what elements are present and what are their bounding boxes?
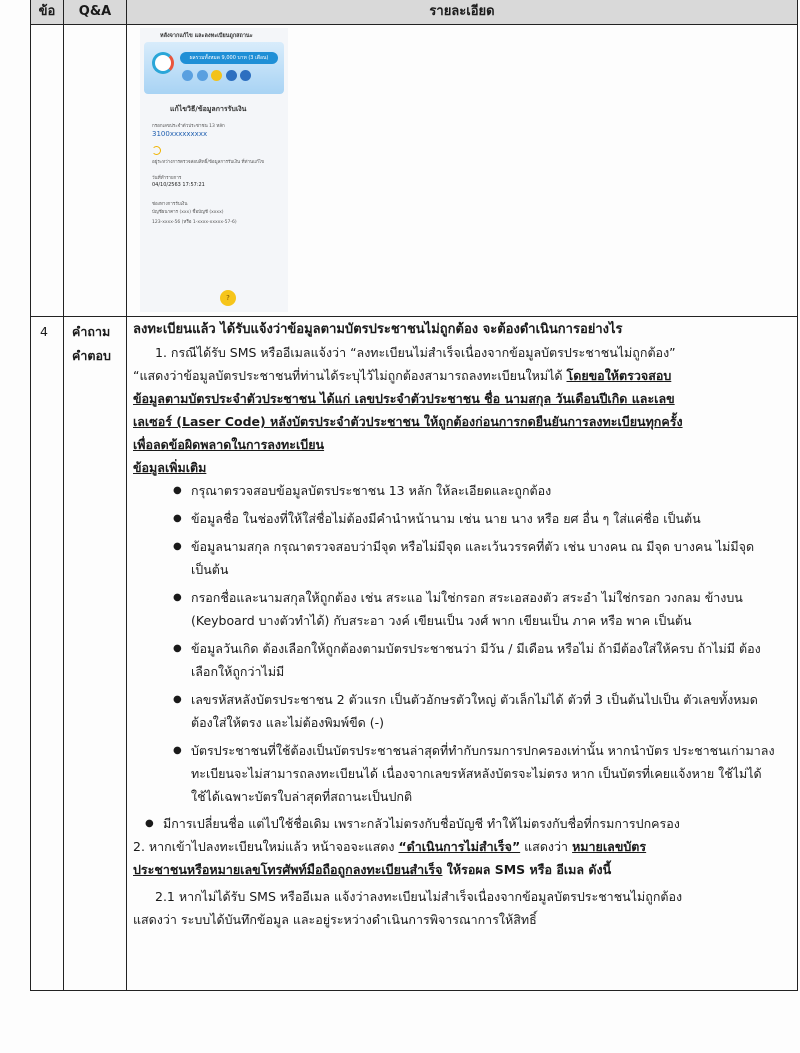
list-item: ● เลขรหัสหลังบัตรประชาชน 2 ตัวแรก เป็นตัวอักษรตัวใหญ่ ตัวเล็กไม่ได้ ตัวที่ 3 เป็นต้นไปเป็น ตัวเลขทั้งหมด ต้องใส่ให้ตรง และไม่ต้องพิมพ์ขีด (-) xyxy=(173,688,783,734)
date-label: วันที่ทำรายการ xyxy=(152,176,182,181)
status-circle-icon xyxy=(226,70,237,81)
p2-emphasis: หมายเลขบัตร xyxy=(572,839,647,854)
status-circle-icon xyxy=(240,70,251,81)
paragraph-1c: ข้อมูลตามบัตรประจำตัวประชาชน ได้แก่ เลขประจำตัวประชาชน ชื่อ นามสกุล วันเดือนปีเกิด และเลข xyxy=(133,391,675,406)
embed-title: หลังจากแก้ไข และลงทะเบียนถูกสถานะ xyxy=(160,33,253,39)
paragraph-2 xyxy=(133,835,783,858)
paragraph-1e: เพื่อลดข้อผิดพลาดในการลงทะเบียน xyxy=(133,437,325,452)
p1-text: “แสดงว่าข้อมูลบัตรประชาชนที่ท่านได้ระบุไว้ไม่ถูกต้องสามารถลงทะเบียนใหม่ได้ xyxy=(133,368,567,383)
account-value: บัญชีธนาคาร (xxx) ชื่อบัญชี (xxxx) xyxy=(152,210,224,215)
column-divider xyxy=(63,0,64,990)
list-item: ● มีการเปลี่ยนชื่อ แต่ไปใช้ชื่อเดิม เพราะกลัวไม่ตรงกับชื่อบัญชี ทำให้ไม่ตรงกับชื่อที่กรมการปกครอง xyxy=(145,812,783,835)
id-label: กรอกเลขประจำตัวประชาชน 13 หลัก xyxy=(152,124,225,129)
question-label: คำถาม xyxy=(72,324,111,339)
status-circle-icon xyxy=(182,70,193,81)
more-info-title: ข้อมูลเพิ่มเติม xyxy=(133,460,207,475)
list-item: ● กรุณาตรวจสอบข้อมูลบัตรประชาชน 13 หลัก ให้ละเอียดและถูกต้อง xyxy=(173,479,783,502)
phone-value: 123-xxxx-56 (หรือ 1-xxxx-xxxxx-57-6) xyxy=(152,220,237,225)
answer-label: คำตอบ xyxy=(72,348,111,363)
p2-text: แสดงว่า xyxy=(520,839,573,854)
row-number: 4 xyxy=(40,324,48,339)
list-item: ● ข้อมูลนามสกุล กรุณาตรวจสอบว่ามีจุด หรือไม่มีจุด และเว้นวรรคที่ตัว เช่น บางคน ณ มีจุด บางคน ไม่มีจุด เป็นต้น xyxy=(173,535,783,581)
embed-amount: ผลรวมทั้งหมด 9,000 บาท (3 เดือน) xyxy=(180,52,278,64)
header-no: ข้อ xyxy=(31,0,63,24)
paragraph-2b xyxy=(133,858,783,881)
list-item: ● กรอกชื่อและนามสกุลให้ถูกต้อง เช่น สระแอ ไม่ใช่กรอก สระเอสองตัว สระอำ ไม่ใช่กรอก วงกลม ข้างบน (Keyboard บางตัวทำได้) กับสระอา วงค์ เขียนเป็น วงศ์ พาก เขียนเป็น ภาค หรือ พาค เป็นต้น xyxy=(173,586,783,632)
status-circle-icon xyxy=(197,70,208,81)
more-info-list xyxy=(133,479,783,808)
p2-emphasis: “ดำเนินการไม่สำเร็จ” xyxy=(398,839,521,854)
header-detail: รายละเอียด xyxy=(127,0,797,24)
answer-body xyxy=(133,318,783,931)
list-item: ● ข้อมูลวันเกิด ต้องเลือกให้ถูกต้องตามบัตรประชาชนว่า มีวัน / มีเดือน หรือไม่ ถ้ามีต้องใส่ให้ครบ ถ้าไม่มี ต้องเลือกให้ถูกว่าไม่มี xyxy=(173,637,783,683)
app-logo-icon xyxy=(152,52,174,74)
paragraph-1d: เลเซอร์ (Laser Code) หลังบัตรประจำตัวประชาชน ให้ถูกต้องก่อนการกดยืนยันการลงทะเบียนทุกครั้ง xyxy=(133,414,683,429)
embedded-app-screenshot xyxy=(140,28,288,312)
embed-banner xyxy=(144,42,284,94)
paragraph-2-1a: 2.1 หากไม่ได้รับ SMS หรืออีเมล แจ้งว่าลงทะเบียนไม่สำเร็จเนื่องจากข้อมูลบัตรประชาชนไม่ถูกต้อง xyxy=(155,889,683,904)
question-icon[interactable]: ? xyxy=(220,290,236,306)
list-item: ● บัตรประชาชนที่ใช้ต้องเป็นบัตรประชาชนล่าสุดที่ทำกับกรมการปกครองเท่านั้น หากนำบัตร ประชาชนเก่ามาลงทะเบียนจะไม่สามารถลงทะเบียนได้ เนื่องจากเลขรหัสหลังบัตรจะไม่ตรง หาก เป็นบัตรที่เคยแจ้งหาย ใช้ไม่ได้ ใช้ได้เฉพาะบัตรใบล่าสุดที่สถานะเป็นปกติ xyxy=(173,739,783,808)
embed-heading: แก้ไขวิธี/ข้อมูลการรับเงิน xyxy=(170,105,247,113)
paragraph-2-1b: แสดงว่า ระบบได้บันทึกข้อมูล และอยู่ระหว่างดำเนินการพิจารณาการให้สิทธิ์ xyxy=(133,912,537,927)
p2-emphasis: ประชาชนหรือหมายเลขโทรศัพท์มือถือถูกลงทะเบียนสำเร็จ xyxy=(133,862,443,877)
p2-text: 2. หากเข้าไปลงทะเบียนใหม่แล้ว หน้าจอจะแสดง xyxy=(133,839,399,854)
status-face-icon xyxy=(211,70,222,81)
id-value: 3100xxxxxxxxx xyxy=(152,130,208,138)
status-icons xyxy=(182,70,253,81)
status-text: อยู่ระหว่างการตรวจสอบสิทธิ์/ข้อมูลการรับเงิน ที่ท่านแก้ไข xyxy=(152,160,265,165)
header-qa: Q&A xyxy=(64,0,126,24)
list-item: ● ข้อมูลชื่อ ในช่องที่ให้ใส่ชื่อไม่ต้องมีคำนำหน้านาม เช่น นาย นาง หรือ ยศ อื่น ๆ ใส่แค่ชื่อ เป็นต้น xyxy=(173,507,783,530)
paragraph-1b xyxy=(133,364,783,387)
p1-emphasis: โดยขอให้ตรวจสอบ xyxy=(566,368,672,383)
header-divider xyxy=(31,24,797,25)
question-text: ลงทะเบียนแล้ว ได้รับแจ้งว่าข้อมูลตามบัตรประชาชนไม่ถูกต้อง จะต้องดำเนินการอย่างไร xyxy=(133,322,623,337)
paragraph-1a: 1. กรณีได้รับ SMS หรืออีเมลแจ้งว่า “ลงทะเบียนไม่สำเร็จเนื่องจากข้อมูลบัตรประชาชนไม่ถูกต้อง” xyxy=(155,345,676,360)
account-label: ช่องทางการรับเงิน xyxy=(152,202,188,207)
row-divider xyxy=(31,316,797,317)
loading-icon xyxy=(152,146,161,155)
column-divider xyxy=(126,0,127,990)
date-value: 04/10/2563 17:57:21 xyxy=(152,182,205,188)
p2-text: ให้รอผล SMS หรือ อีเมล ดังนี้ xyxy=(442,862,612,877)
more-info-list-last xyxy=(133,812,783,835)
